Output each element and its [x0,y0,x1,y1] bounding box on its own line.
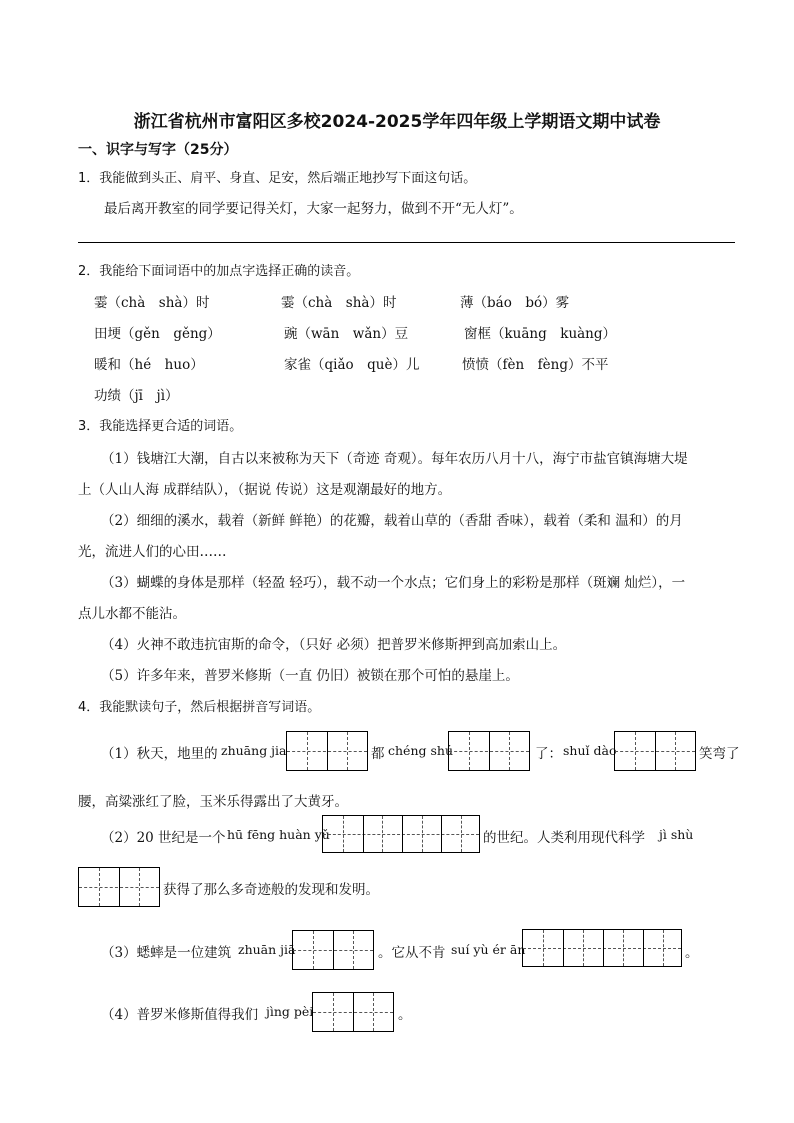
pinyin-item[interactable]: 功绩（jī jì） [94,388,179,404]
section-heading: 一、识字与写字（25分） [78,142,238,158]
answer-grid[interactable] [292,930,374,970]
pinyin-hint: suí yù ér ān [451,942,526,957]
sentence-text: 。它从不肯 [378,945,446,961]
question-3-paragraph: （4）火神不敢违抗宙斯的命令，（只好 必须）把普罗米修斯押到高加索山上。 [101,637,567,653]
pinyin-hint: shuǐ dào [563,743,617,758]
pinyin-item[interactable]: 霎（chà shà）时 [94,295,210,311]
answer-grid[interactable] [312,992,394,1032]
pinyin-item[interactable]: 窗框（kuāng kuàng） [464,326,617,342]
sentence-text: 腰，高粱涨红了脸，玉米乐得露出了大黄牙。 [78,794,348,810]
page-title: 浙江省杭州市富阳区多校2024-2025学年四年级上学期语文期中试卷 [133,112,661,132]
question-1-sentence: 最后离开教室的同学要记得关灯，大家一起努力，做到不开“无人灯”。 [104,201,523,217]
pinyin-item[interactable]: 豌（wān wǎn）豆 [284,326,409,342]
pinyin-hint: zhuān jiā [238,942,296,957]
question-1-prompt: 1．我能做到头正、肩平、身直、足安，然后端正地抄写下面这句话。 [78,171,477,186]
question-3-paragraph: 上（人山人海 成群结队），（据说 传说）这是观潮最好的地方。 [78,482,452,498]
pinyin-item[interactable]: 暖和（hé huo） [94,357,204,373]
pinyin-item[interactable]: 霎（chà shà）时 [281,295,397,311]
pinyin-hint: jì shù [659,827,694,842]
question-3-paragraph: （5）许多年来，普罗米修斯（一直 仍旧）被锁在那个可怕的悬崖上。 [101,668,519,684]
pinyin-hint: chéng shú [388,743,453,758]
sentence-text: 都 [371,746,385,762]
question-3-paragraph: 点儿水都不能沾。 [78,606,186,622]
question-3-paragraph: （3）蝴蝶的身体是那样（轻盈 轻巧），载不动一个水点；它们身上的彩粉是那样（斑斓 灿烂），一 [101,575,686,591]
pinyin-hint: zhuāng jia [221,743,287,758]
sentence-text: （3）蟋蟀是一位建筑 [101,945,232,961]
question-3-paragraph: （1）钱塘江大潮，自古以来被称为天下（奇迹 奇观）。每年农历八月十八，海宁市盐官镇海塘大堤 [101,451,688,467]
question-4-prompt: 4．我能默读句子，然后根据拼音写词语。 [78,700,321,715]
pinyin-hint: hū fēng huàn yǔ [227,827,330,842]
sentence-text: 。 [398,1007,412,1023]
question-2-prompt: 2．我能给下面词语中的加点字选择正确的读音。 [78,264,360,279]
sentence-text: （2）20 世纪是一个 [101,830,226,846]
sentence-text: 了： [535,746,562,762]
pinyin-item[interactable]: 薄（báo bó）雾 [460,295,570,311]
answer-grid[interactable] [614,731,696,771]
sentence-text: 。 [685,945,699,961]
pinyin-item[interactable]: 田埂（gěn gěng） [94,326,221,342]
answer-grid[interactable] [322,815,480,853]
writing-line[interactable] [78,242,735,243]
pinyin-item[interactable]: 家雀（qiǎo què）儿 [284,357,420,373]
question-3-paragraph: 光，流进人们的心田…… [78,544,227,560]
pinyin-hint: jìng pèi [266,1004,314,1019]
sentence-text: 获得了那么多奇迹般的发现和发明。 [163,882,379,898]
sentence-text: 笑弯了 [699,746,740,762]
question-3-prompt: 3．我能选择更合适的词语。 [78,419,243,434]
answer-grid[interactable] [78,867,160,907]
answer-grid[interactable] [286,731,368,771]
answer-grid[interactable] [448,731,530,771]
sentence-text: （4）普罗米修斯值得我们 [101,1007,259,1023]
sentence-text: 的世纪。人类利用现代科学 [483,830,645,846]
question-3-paragraph: （2）细细的溪水，载着（新鲜 鲜艳）的花瓣，载着山草的（香甜 香味），载着（柔和 温和）的月 [101,513,683,529]
answer-grid[interactable] [522,929,682,967]
pinyin-item[interactable]: 愤愤（fèn fèng）不平 [462,357,609,373]
sentence-text: （1）秋天，地里的 [101,746,218,762]
